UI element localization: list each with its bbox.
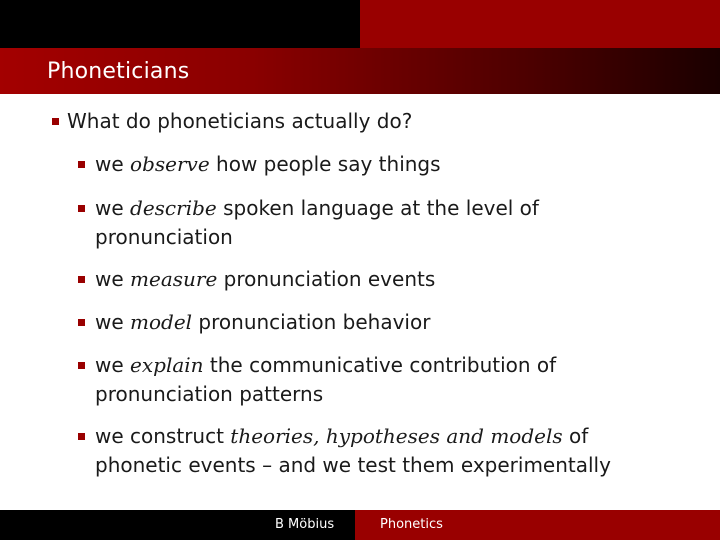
sub-bullet-describe	[78, 194, 598, 252]
sub-bullet-suffix: of phonetic events – and we test them experimentally	[95, 424, 611, 477]
footer-bar	[0, 510, 720, 540]
sub-bullet-emphasis: measure	[130, 267, 218, 291]
footer-topic: Phonetics	[380, 517, 443, 532]
bullet-marker	[52, 118, 59, 125]
sub-bullet-measure	[78, 265, 678, 294]
main-bullet-text: What do phoneticians actually do?	[67, 109, 413, 133]
bullet-marker	[78, 433, 85, 440]
sub-bullet-prefix: we	[95, 353, 131, 377]
sub-bullet-explain	[78, 351, 613, 409]
bullet-marker	[78, 362, 85, 369]
sub-bullet-emphasis: theories, hypotheses and models	[230, 424, 563, 448]
title-band	[0, 48, 720, 94]
sub-bullet-prefix: we	[95, 267, 131, 291]
main-bullet	[52, 107, 692, 136]
top-bar-red	[360, 0, 720, 48]
sub-bullet-emphasis: observe	[130, 152, 210, 176]
sub-bullet-suffix: spoken language at the level of pronunciation	[95, 196, 539, 249]
sub-bullet-suffix: pronunciation events	[217, 267, 436, 291]
bullet-marker	[78, 276, 85, 283]
sub-bullet-emphasis: model	[130, 310, 193, 334]
sub-bullet-emphasis: explain	[130, 353, 204, 377]
bullet-marker	[78, 161, 85, 168]
sub-bullet-prefix: we	[95, 310, 131, 334]
sub-bullet-suffix: the communicative contribution of pronunciation patterns	[95, 353, 557, 406]
sub-bullet-prefix: we	[95, 196, 131, 220]
bullet-marker	[78, 319, 85, 326]
sub-bullet-prefix: we	[95, 152, 131, 176]
top-bar-black	[0, 0, 360, 48]
sub-bullet-observe	[78, 150, 678, 179]
bullet-marker	[78, 205, 85, 212]
sub-bullet-theories	[78, 422, 678, 480]
sub-bullet-emphasis: describe	[130, 196, 217, 220]
slide-title: Phoneticians	[47, 59, 190, 84]
sub-bullet-prefix: we construct	[95, 424, 231, 448]
sub-bullet-suffix: how people say things	[209, 152, 441, 176]
top-bar	[0, 0, 720, 48]
sub-bullet-model	[78, 308, 678, 337]
sub-bullet-suffix: pronunciation behavior	[192, 310, 431, 334]
footer-author: B Möbius	[275, 517, 335, 532]
